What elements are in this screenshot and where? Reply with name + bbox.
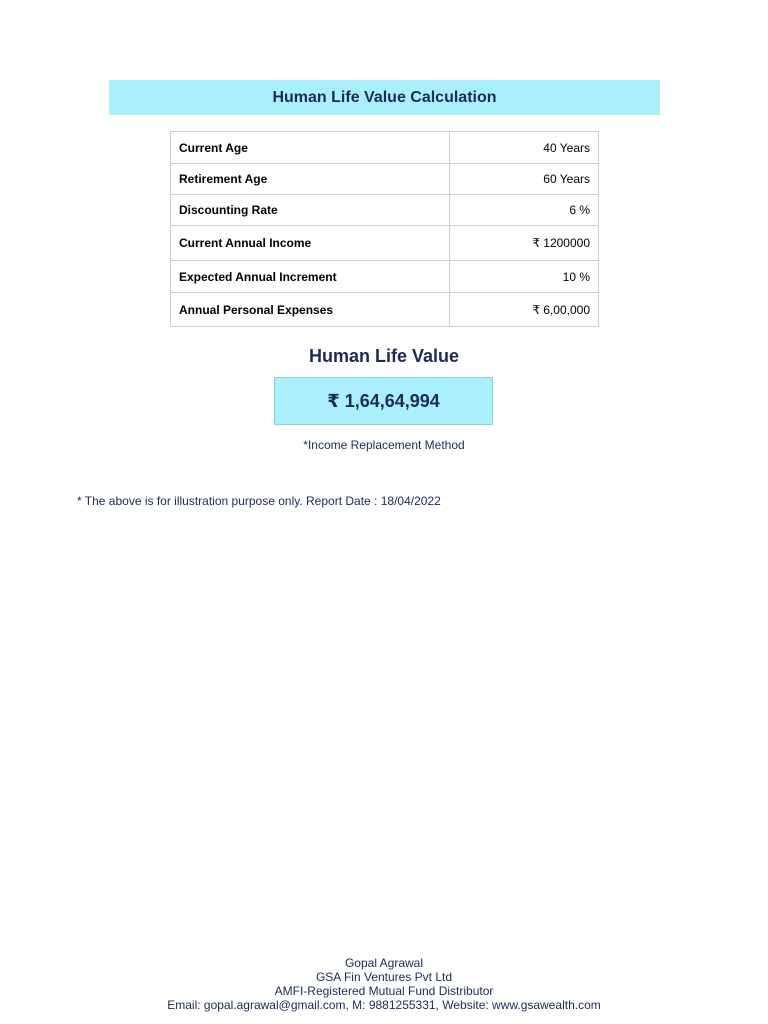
current-age-label: Current Age — [171, 132, 450, 164]
retirement-age-label: Retirement Age — [171, 164, 450, 195]
retirement-age-value: 60 Years — [450, 164, 599, 195]
table-row — [171, 195, 599, 226]
title-bar — [109, 80, 660, 115]
current-age-value: 40 Years — [450, 132, 599, 164]
expected-annual-increment-label: Expected Annual Increment — [171, 261, 450, 293]
discounting-rate-label: Discounting Rate — [171, 195, 450, 226]
current-annual-income-value: ₹ 1200000 — [450, 226, 599, 261]
annual-personal-expenses-label: Annual Personal Expenses — [171, 293, 450, 327]
inputs-table — [170, 131, 599, 327]
footer-designation: AMFI-Registered Mutual Fund Distributor — [274, 984, 494, 998]
footer-name: Gopal Agrawal — [344, 956, 424, 970]
table-row — [171, 132, 599, 164]
footer-company: GSA Fin Ventures Pvt Ltd — [315, 970, 453, 984]
current-annual-income-label: Current Annual Income — [171, 226, 450, 261]
page-title: Human Life Value Calculation — [272, 88, 497, 106]
table-row — [171, 226, 599, 261]
footer — [0, 956, 768, 1012]
annual-personal-expenses-value: ₹ 6,00,000 — [450, 293, 599, 327]
table-row — [171, 164, 599, 195]
footer-contact: Email: gopal.agrawal@gmail.com, M: 9881255331, Website: www.gsawealth.com — [167, 998, 601, 1012]
expected-annual-increment-value: 10 % — [450, 261, 599, 293]
table-row — [171, 261, 599, 293]
result-heading: Human Life Value — [308, 346, 460, 366]
result-box — [274, 377, 493, 425]
disclaimer: * The above is for illustration purpose only. Report Date : 18/04/2022 — [77, 494, 441, 508]
table-row — [171, 293, 599, 327]
result-value: ₹ 1,64,64,994 — [327, 390, 440, 411]
discounting-rate-value: 6 % — [450, 195, 599, 226]
method-note: *Income Replacement Method — [303, 438, 465, 452]
